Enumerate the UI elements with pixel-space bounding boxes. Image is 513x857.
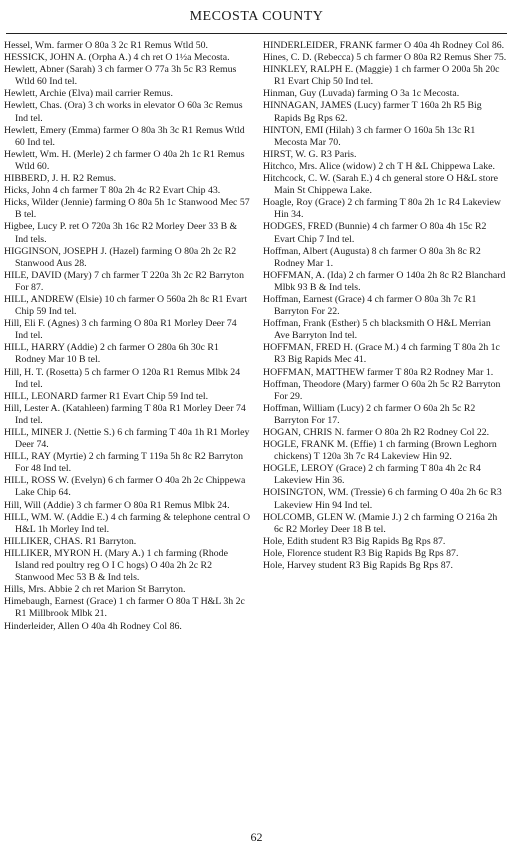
directory-entry: HINTON, EMI (Hilah) 3 ch farmer O 160a 5h 13c R1 Mecosta Mar 70. [263,124,476,148]
directory-entry: HESSICK, JOHN A. (Orpha A.) 4 ch ret O 1½a Mecosta. [4,52,230,64]
directory-entry: HILL, WM. W. (Addie E.) 4 ch farming & telephone central O H&L 1h Morley Ind tel. [4,511,251,535]
right-column [263,40,508,572]
directory-entry: HILL, ANDREW (Elsie) 10 ch farmer O 560a 2h 8c R1 Evart Chip 59 Ind tel. [4,293,248,318]
directory-entry: Hewlett, Archie (Elva) mail carrier Remus. [4,88,173,100]
directory-entry: Hill, Eli F. (Agnes) 3 ch farming O 80a R1 Morley Deer 74 Ind tel. [4,318,237,342]
directory-entry: Higbee, Lucy P. ret O 720a 3h 16c R2 Morley Deer 33 B & Ind tels. [4,221,238,245]
directory-entry: HODGES, FRED (Bunnie) 4 ch farmer O 80a 4h 15c R2 Evart Chip 7 Ind tel. [263,221,487,245]
directory-entry: Hessel, Wm. farmer O 80a 3 2c R1 Remus Wtld 50. [4,40,208,51]
directory-entry: HILLIKER, CHAS. R1 Barryton. [4,535,137,547]
page-header-title: MECOSTA COUNTY [189,9,324,24]
directory-entry: Hoffman, Frank (Esther) 5 ch blacksmith O H&L Merrian Ave Barryton Ind tel. [263,318,491,342]
directory-entry: Hewlett, Chas. (Ora) 3 ch works in elevator O 60a 3c Remus Ind tel. [4,100,243,124]
directory-entry: Hewlett, Abner (Sarah) 3 ch farmer O 77a 3h 5c R3 Remus Wtld 60 Ind tel. [4,64,237,88]
directory-entry: HIRST, W. G. R3 Paris. [263,148,357,160]
directory-entry: HILL, ROSS W. (Evelyn) 6 ch farmer O 40a 2h 2c Chippewa Lake Chip 64. [4,475,246,499]
directory-entry: HILE, DAVID (Mary) 7 ch farmer T 220a 3h 2c R2 Barryton For 87. [4,269,244,293]
directory-entry: HOISINGTON, WM. (Tressie) 6 ch farming O 40a 2h 6c R3 Lakeview Hin 94 Ind tel. [263,487,502,511]
directory-entry: Hill, Will (Addie) 3 ch farmer O 80a R1 Remus Mlbk 24. [4,499,230,511]
directory-entry: Hoffman, William (Lucy) 2 ch farmer O 60a 2h 5c R2 Barryton For 17. [263,402,476,426]
directory-entry: Hole, Edith student R3 Big Rapids Bg Rps 87. [263,535,446,547]
directory-entry: Hills, Mrs. Abbie 2 ch ret Marion St Barryton. [4,584,186,596]
left-column [4,40,251,633]
directory-entry: Hicks, John 4 ch farmer T 80a 2h 4c R2 Evart Chip 43. [4,185,221,197]
directory-entry: HOGAN, CHRIS N. farmer O 80a 2h R2 Rodney Col 22. [263,427,490,438]
directory-entry: Hinman, Guy (Luvada) farming O 3a 1c Mecosta. [263,88,460,100]
directory-entry: Hicks, Wilder (Jennie) farming O 80a 5h 1c Stanwood Mec 57 B tel. [4,197,250,221]
directory-entry: Hewlett, Wm. H. (Merle) 2 ch farmer O 40a 2h 1c R1 Remus Wtld 60. [4,148,245,172]
directory-entry: Hill, Lester A. (Katahleen) farming T 80a R1 Morley Deer 74 Ind tel. [4,402,246,426]
directory-entry: Hoffman, Theodore (Mary) farmer O 60a 2h 5c R2 Barryton For 29. [263,378,501,402]
directory-entry: Hole, Florence student R3 Big Rapids Bg Rps 87. [263,547,459,559]
directory-entry: HILL, MINER J. (Nettie S.) 6 ch farming T 40a 1h R1 Morley Deer 74. [4,427,250,451]
directory-entry: HOFFMAN, MATTHEW farmer T 80a R2 Rodney Mar 1. [263,366,494,378]
directory-entry: HILL, RAY (Myrtie) 2 ch farming T 119a 5h 8c R2 Barryton For 48 Ind tel. [4,451,244,475]
directory-entry: HIGGINSON, JOSEPH J. (Hazel) farming O 80a 2h 2c R2 Stanwood Aus 28. [4,245,237,269]
directory-entry: Hines, C. D. (Rebecca) 5 ch farmer O 80a R2 Remus Sher 75. [263,52,507,64]
directory-entry: HINKLEY, RALPH E. (Maggie) 1 ch farmer O 200a 5h 20c R1 Evart Chip 50 Ind tel. [263,64,500,88]
directory-entry: HOFFMAN, A. (Ida) 2 ch farmer O 140a 2h 8c R2 Blanchard Mlbk 93 B & Ind tels. [263,269,506,293]
directory-entry: HOFFMAN, FRED H. (Grace M.) 4 ch farming T 80a 2h 1c R3 Big Rapids Mec 41. [263,342,500,366]
directory-entry: HOGLE, FRANK M. (Effie) 1 ch farming (Brown Leghorn chickens) T 120a 3h 7c R4 Lakeview Hin 92. [263,439,497,463]
directory-entry: Hinderleider, Allen O 40a 4h Rodney Col 86. [4,620,182,632]
header-rule [6,33,507,34]
directory-entry: Himebaugh, Earnest (Grace) 1 ch farmer O 80a T H&L 3h 2c R1 Millbrook Mlbk 21. [4,596,245,620]
directory-entry: HIBBERD, J. H. R2 Remus. [4,173,117,185]
directory-entry: HILLIKER, MYRON H. (Mary A.) 1 ch farming (Rhode Island red poultry reg O I C hogs) O 40a 2h 2c R2 Stanwood Mec 53 B & Ind tels. [4,547,228,584]
directory-entry: Hoagle, Roy (Grace) 2 ch farming T 80a 2h 1c R4 Lakeview Hin 34. [263,197,501,221]
directory-entry: HOLCOMB, GLEN W. (Mamie J.) 2 ch farming O 216a 2h 6c R2 Morley Deer 18 B tel. [263,511,498,535]
directory-entry: HOGLE, LEROY (Grace) 2 ch farming T 80a 4h 2c R4 Lakeview Hin 36. [263,463,481,487]
directory-entry: Hitchco, Mrs. Alice (widow) 2 ch T H &L Chippewa Lake. [263,160,495,172]
directory-entry: HINDERLEIDER, FRANK farmer O 40a 4h Rodney Col 86. [263,40,505,51]
directory-entry: Hoffman, Albert (Augusta) 8 ch farmer O 80a 3h 8c R2 Rodney Mar 1. [263,245,481,269]
directory-entry: Hoffman, Earnest (Grace) 4 ch farmer O 80a 3h 7c R1 Barryton For 22. [263,293,477,318]
directory-entry: Hewlett, Emery (Emma) farmer O 80a 3h 3c R1 Remus Wtld 60 Ind tel. [4,124,245,148]
directory-entry: HINNAGAN, JAMES (Lucy) farmer T 160a 2h R5 Big Rapids Bg Rps 62. [263,100,482,124]
directory-entry: HILL, LEONARD farmer R1 Evart Chip 59 Ind tel. [4,390,209,402]
directory-entry: Hitchcock, C. W. (Sarah E.) 4 ch general store O H&L store Main St Chippewa Lake. [263,173,498,197]
directory-entry: Hill, H. T. (Rosetta) 5 ch farmer O 120a R1 Remus Mlbk 24 Ind tel. [4,366,241,390]
page-number: 62 [250,830,263,844]
directory-entry: Hole, Harvey student R3 Big Rapids Bg Rps 87. [263,560,453,572]
directory-entry: HILL, HARRY (Addie) 2 ch farmer O 280a 6h 30c R1 Rodney Mar 10 B tel. [4,342,219,366]
